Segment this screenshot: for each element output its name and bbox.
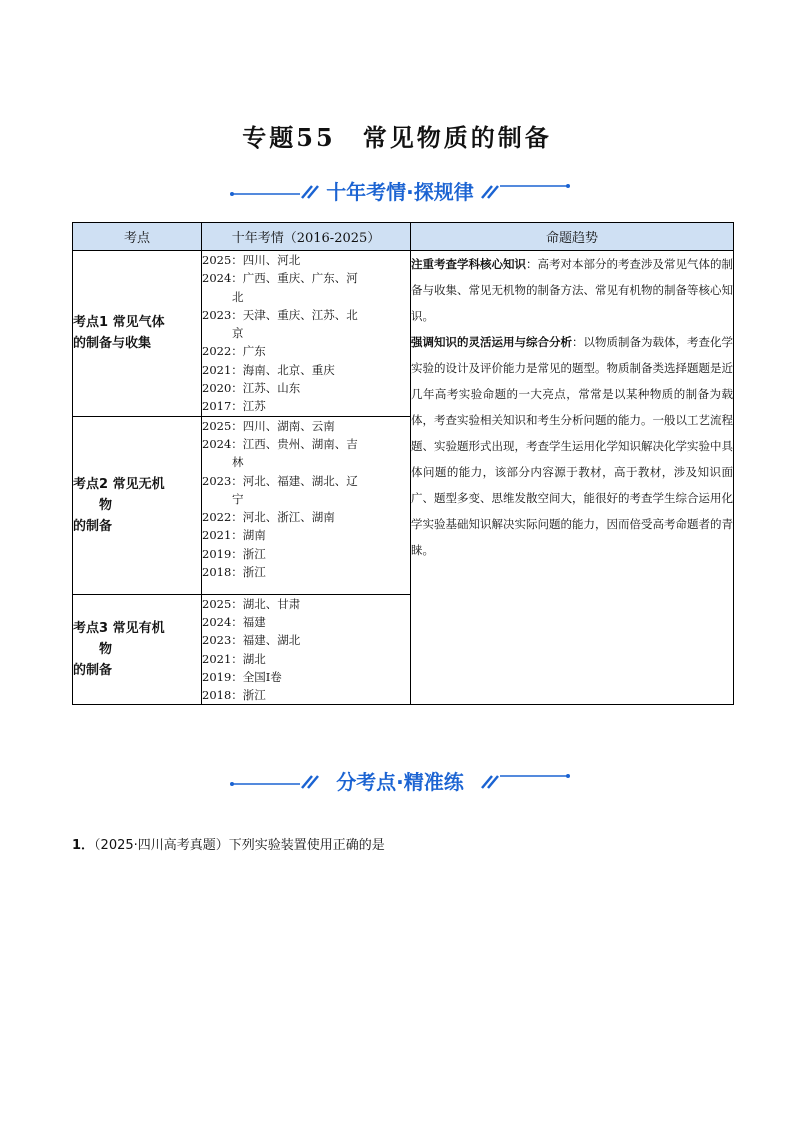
topic-label-line: 的制备 [73,518,113,534]
question-number: 1． [72,838,95,853]
year-line: 2021：湖南 [202,528,266,543]
year-line: 京 [232,326,244,341]
table-row [73,251,734,417]
topic-label-line: 的制备与收集 [73,336,152,352]
topic-label-line: 考点3 常见有机 [73,621,165,637]
section-banner-history [230,174,570,206]
years-cell [202,251,411,417]
topic-cell [73,416,202,594]
years-cell [202,594,411,705]
trend-heading-core: 注重考查学科核心知识 [411,257,526,271]
year-line: 2021：湖北 [202,651,266,666]
year-line: 2025：湖北、甘肃 [202,596,301,611]
question-text: （2025·四川高考真题）下列实验装置使用正确的是 [94,838,385,853]
year-line: 2023：天津、重庆、江苏、北 [202,307,358,322]
years-cell [202,416,411,594]
year-line: 北 [232,289,244,304]
section-banner-practice [230,764,570,796]
question-1 [72,834,385,853]
year-line: 2024：福建 [202,614,266,629]
topic-label-line: 的制备 [73,663,113,679]
topic-cell [73,594,202,705]
trend-text-application: ：以物质制备为载体，考查化学实验的设计及评价能力是常见的题型。物质制备类选择题题是近几年高考实验命题的一大亮点，常常是以某种物质的制备为载体，考查实验相关知识和考生分析问题的能力。一般以工艺流程题、实验题形式出现，考查学生运用化学知识解决化学实验中具体问题的能力，该部分内容源于教材，高于教材，涉及知识面广、题型多变、思维发散空间大，能很好的考查学生综合运用化学实验基础知识解决实际问题的能力，因而倍受高考命题者的青睐。 [411,335,733,557]
year-line: 2019：浙江 [202,546,266,561]
year-line: 2023：河北、福建、湖北、辽 [202,473,358,488]
year-line: 2018：浙江 [202,688,266,703]
table-header-row [73,223,734,251]
year-line: 2021：海南、北京、重庆 [202,362,335,377]
page-title: 专题55 常见物质的制备 [242,123,552,152]
trend-text-core: ：高考对本部分的考查涉及常见气体的制备与收集、常见无机物的制备方法、常见有机物的制备等核心知识。 [411,257,733,323]
topic-label-line: 物 [73,642,113,658]
year-line: 2024：广西、重庆、广东、河 [202,271,358,286]
header-topic: 考点 [73,223,202,251]
year-line: 2025：四川、湖南、云南 [202,418,335,433]
year-line: 2020：江苏、山东 [202,381,301,396]
topic-label-line: 考点1 常见气体 [73,315,165,331]
year-line: 2018：浙江 [202,565,266,580]
year-line: 2017：江苏 [202,399,266,414]
trend-cell [411,251,734,705]
exam-analysis-table [72,222,734,705]
topic-cell [73,251,202,417]
year-line: 林 [232,455,244,470]
year-line: 2022：广东 [202,344,266,359]
trend-heading-application: 强调知识的灵活运用与综合分析 [411,335,572,349]
year-line: 宁 [232,491,244,506]
year-line: 2025：四川、河北 [202,253,301,267]
topic-label-line: 物 [73,497,113,513]
year-line: 2023：福建、湖北 [202,633,301,648]
topic-label-line: 考点2 常见无机 [73,476,165,492]
year-line: 2019：全国Ⅰ卷 [202,669,282,684]
section-title-practice: 分考点·精准练 [336,770,464,794]
year-line: 2024：江西、贵州、湖南、吉 [202,436,358,451]
section-title-history: 十年考情·探规律 [326,180,474,204]
year-line: 2022：河北、浙江、湖南 [202,510,335,525]
header-years: 十年考情（2016-2025） [202,223,411,251]
header-trend: 命题趋势 [411,223,734,251]
